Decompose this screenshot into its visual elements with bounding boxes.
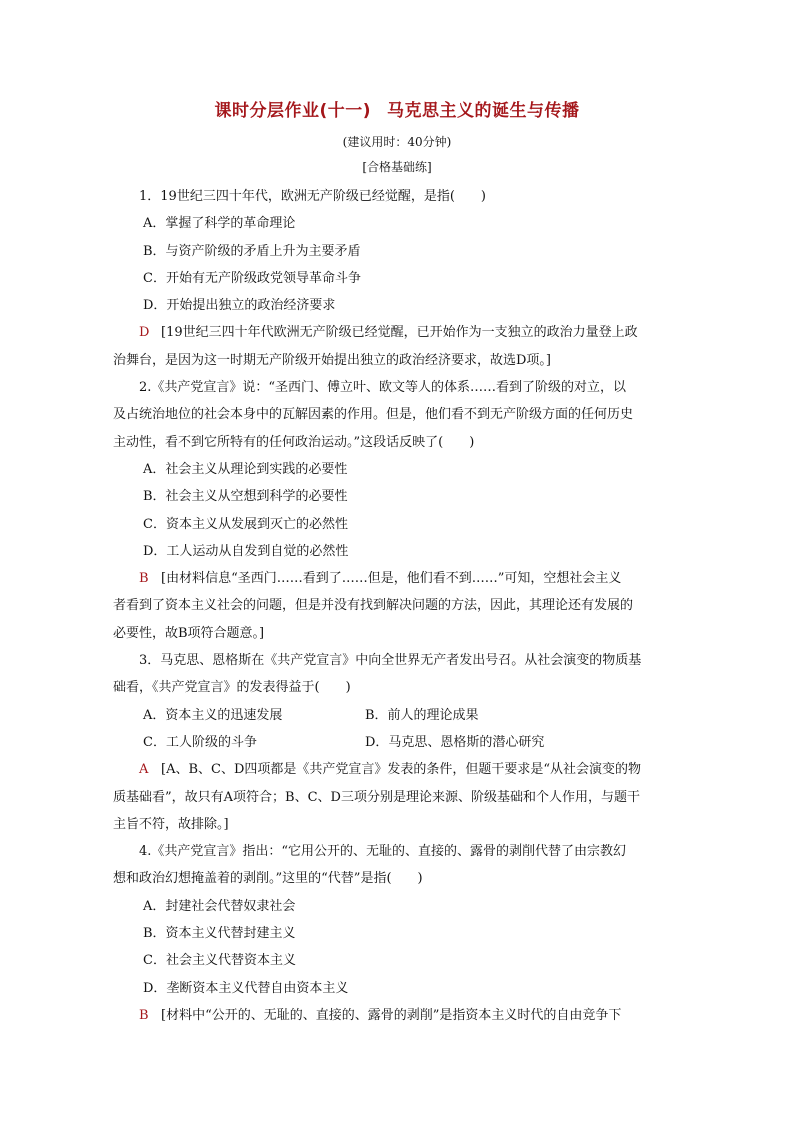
time-note: (建议用时：40分钟): [342, 135, 452, 149]
title-part-1: 课时分层作业(十一): [214, 101, 372, 121]
q2-explanation-line-2: 者看到了资本主义社会的问题，但是并没有找到解决问题的方法，因此，其理论还有发展的: [113, 598, 634, 614]
q2-stem-line-3: 主动性，看不到它所特有的任何政治运动。”这段话反映了( ): [113, 434, 475, 450]
q3-options-row-1: [113, 702, 686, 729]
q1-stem: 1．19世纪三四十年代，欧洲无产阶级已经觉醒，是指( ): [139, 189, 486, 204]
q2-option-d: D．工人运动从自发到自觉的必然性: [143, 543, 349, 559]
question-list: [113, 183, 686, 1029]
q3-option-b: B．前人的理论成果: [365, 707, 479, 723]
q3-explanation-text-1: [A、B、C、D四项都是《共产党宣言》发表的条件，但题干要求是“从社会演变的物: [161, 762, 642, 778]
q4-stem-line-1: 4.《共产党宣言》指出：“它用公开的、无耻的、直接的、露骨的剥削代替了由宗教幻: [139, 844, 627, 860]
q3-option-a: A．资本主义的迅速发展: [143, 707, 283, 723]
q3-option-c: C．工人阶级的斗争: [143, 734, 257, 750]
q4-explanation-line-1: [113, 1002, 686, 1029]
title-part-2: 马克思主义的诞生与传播: [387, 101, 580, 121]
q2-stem-line-1: 2.《共产党宣言》说：“圣西门、傅立叶、欧文等人的体系……看到了阶级的对立，以: [139, 380, 627, 396]
q4-option-d: D．垄断资本主义代替自由资本主义: [143, 980, 349, 996]
section-heading: [合格基础练]: [362, 160, 432, 174]
q2-answer: B: [139, 571, 149, 587]
q2-explanation-line-1: [113, 565, 686, 592]
q1-option-b: B．与资产阶级的矛盾上升为主要矛盾: [143, 243, 361, 259]
q2-explanation-line-3: 必要性，故B项符合题意。]: [113, 625, 265, 641]
q1-answer: D: [139, 325, 150, 341]
q3-stem-line-2: 础看，《共产党宣言》的发表得益于( ): [113, 680, 351, 696]
q1-option-c: C．开始有无产阶级政党领导革命斗争: [143, 270, 361, 286]
q4-option-a: A．封建社会代替奴隶社会: [143, 898, 296, 914]
q1-explanation-line-1: [113, 319, 686, 346]
q1-option-a: A．掌握了科学的革命理论: [143, 216, 296, 232]
q3-explanation-line-3: 主旨不符，故排除。]: [113, 816, 229, 832]
q2-explanation-text-1: [由材料信息“圣西门……看到了……但是，他们看不到……”可知，空想社会主义: [161, 571, 622, 587]
q1-option-d: D．开始提出独立的政治经济要求: [143, 298, 336, 314]
page-title: [0, 96, 794, 121]
q4-stem-line-2: 想和政治幻想掩盖着的剥削。”这里的“代替”是指( ): [113, 871, 423, 887]
q2-stem-line-2: 及占统治地位的社会本身中的瓦解因素的作用。但是，他们看不到无产阶级方面的任何历史: [113, 407, 634, 423]
q1-explanation-text-1: [19世纪三四十年代欧洲无产阶级已经觉醒，已开始作为一支独立的政治力量登上政: [161, 325, 638, 341]
q3-option-d: D．马克思、恩格斯的潜心研究: [365, 734, 545, 750]
q1-explanation-line-2: 治舞台，是因为这一时期无产阶级开始提出独立的政治经济要求，故选D项。]: [113, 352, 551, 368]
q3-answer: A: [139, 762, 149, 778]
q4-answer: B: [139, 1007, 149, 1023]
q2-option-b: B．社会主义从空想到科学的必要性: [143, 489, 348, 505]
q2-option-a: A．社会主义从理论到实践的必要性: [143, 461, 348, 477]
q4-explanation-text-1: [材料中“公开的、无耻的、直接的、露骨的剥削”是指资本主义时代的自由竞争下: [161, 1007, 622, 1023]
q3-explanation-line-1: [113, 756, 686, 783]
q3-stem-line-1: 3．马克思、恩格斯在《共产党宣言》中向全世界无产者发出号召。从社会演变的物质基: [139, 653, 642, 669]
q3-options-row-2: [113, 729, 686, 756]
q3-explanation-line-2: 质基础看”，故只有A项符合；B、C、D三项分别是理论来源、阶级基础和个人作用，与题干: [113, 789, 640, 805]
q2-option-c: C．资本主义从发展到灭亡的必然性: [143, 516, 348, 532]
q4-option-b: B．资本主义代替封建主义: [143, 926, 296, 942]
q4-option-c: C．社会主义代替资本主义: [143, 953, 296, 969]
